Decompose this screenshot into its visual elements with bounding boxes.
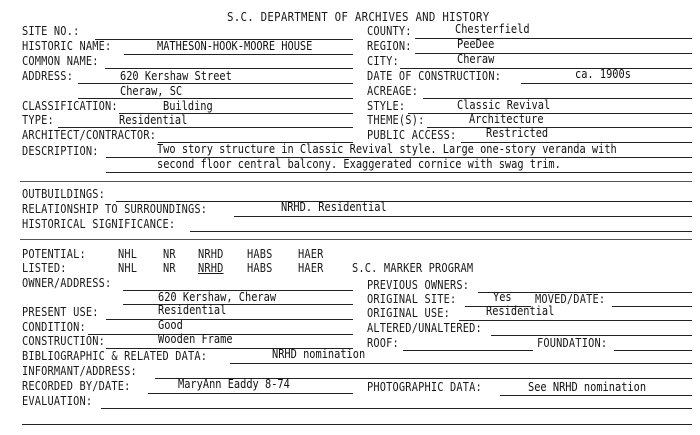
historic-name-label: HISTORIC NAME: xyxy=(22,39,112,53)
classification-value: Building xyxy=(163,99,213,113)
description-line1: Two story structure in Classic Revival style. Large one-story veranda with xyxy=(157,142,617,156)
architect-label: ARCHITECT/CONTRACTOR: xyxy=(22,128,157,142)
recorded-by-line xyxy=(148,393,353,394)
photographic-data-value: See NRHD nomination xyxy=(528,380,647,394)
acreage-label: ACREAGE: xyxy=(367,84,419,98)
recorded-by-label: RECORDED BY/DATE: xyxy=(22,379,131,393)
section-separator-2 xyxy=(20,239,692,240)
listed-nhl: NHL xyxy=(118,261,138,275)
region-label: REGION: xyxy=(367,39,412,53)
potential-label: POTENTIAL: xyxy=(22,247,86,261)
date-of-construction-line xyxy=(521,83,692,84)
listed-habs: HABS xyxy=(247,261,273,275)
public-access-value: Restricted xyxy=(486,126,549,140)
city-value: Cheraw xyxy=(457,52,495,66)
listed-haer: HAER xyxy=(298,261,324,275)
original-use-value: Residential xyxy=(486,304,555,318)
original-site-value: Yes xyxy=(493,290,512,304)
relationship-value: NRHD. Residential xyxy=(281,200,387,214)
style-label: STYLE: xyxy=(367,99,406,113)
site-no-label: SITE NO.: xyxy=(22,24,80,38)
present-use-line xyxy=(106,319,353,320)
altered-label: ALTERED/UNALTERED: xyxy=(367,321,482,335)
present-use-value: Residential xyxy=(158,303,227,317)
type-value: Residential xyxy=(119,113,188,127)
county-label: COUNTY: xyxy=(367,24,412,38)
original-use-label: ORIGINAL USE: xyxy=(367,306,451,320)
type-label: TYPE: xyxy=(22,113,54,127)
potential-nr: NR xyxy=(163,247,176,261)
address-line2-value: Cheraw, SC xyxy=(120,84,183,98)
significance-line xyxy=(190,231,692,232)
potential-habs: HABS xyxy=(247,247,273,261)
form-title: S.C. DEPARTMENT OF ARCHIVES AND HISTORY xyxy=(227,9,490,24)
description-line2: second floor central balcony. Exaggerated cornice with swag trim. xyxy=(157,157,561,171)
historic-name-line xyxy=(124,54,353,55)
address-line2-rule xyxy=(78,98,353,99)
description-label: DESCRIPTION: xyxy=(22,144,99,158)
region-value: PeeDee xyxy=(457,37,495,51)
present-use-label: PRESENT USE: xyxy=(22,305,99,319)
date-of-construction-label: DATE OF CONSTRUCTION: xyxy=(367,69,502,83)
address-label: ADDRESS: xyxy=(22,69,74,83)
listed-nr: NR xyxy=(163,261,176,275)
relationship-line xyxy=(234,216,692,217)
relationship-label: RELATIONSHIP TO SURROUNDINGS: xyxy=(22,202,208,216)
photographic-data-label: PHOTOGRAPHIC DATA: xyxy=(367,380,482,394)
bibliographic-line xyxy=(230,363,692,364)
potential-haer: HAER xyxy=(298,247,324,261)
evaluation-line-2 xyxy=(22,424,692,425)
section-separator-1 xyxy=(20,181,692,182)
original-use-line xyxy=(459,320,692,321)
roof-line xyxy=(403,350,533,351)
informant-label: INFORMANT/ADDRESS: xyxy=(22,364,137,378)
themes-label: THEME(S): xyxy=(367,113,425,127)
style-line xyxy=(408,113,692,114)
significance-label: HISTORICAL SIGNIFICANCE: xyxy=(22,217,176,231)
original-site-label: ORIGINAL SITE: xyxy=(367,292,457,306)
style-value: Classic Revival xyxy=(457,98,551,112)
construction-label: CONSTRUCTION: xyxy=(22,334,106,348)
marker-program-label: S.C. MARKER PROGRAM xyxy=(352,261,474,275)
potential-nhl: NHL xyxy=(118,247,138,261)
recorded-by-value: MaryAnn Eaddy 8-74 xyxy=(178,377,290,391)
city-label: CITY: xyxy=(367,54,399,68)
themes-value: Architecture xyxy=(469,112,544,126)
evaluation-label: EVALUATION: xyxy=(22,394,93,408)
county-value: Chesterfield xyxy=(455,22,530,36)
address-line1-value: 620 Kershaw Street xyxy=(120,69,232,83)
description-rule-2 xyxy=(106,172,692,173)
owner-address-value: 620 Kershaw, Cheraw xyxy=(158,290,277,304)
evaluation-line-1 xyxy=(101,408,692,409)
date-of-construction-value: ca. 1900s xyxy=(575,67,631,81)
bibliographic-label: BIBLIOGRAPHIC & RELATED DATA: xyxy=(22,349,208,363)
owner-address-label: OWNER/ADDRESS: xyxy=(22,276,112,290)
historic-name-value: MATHESON-HOOK-MOORE HOUSE xyxy=(157,39,313,53)
themes-line xyxy=(427,127,692,128)
construction-value: Wooden Frame xyxy=(158,332,233,346)
public-access-label: PUBLIC ACCESS: xyxy=(367,128,457,142)
bibliographic-value: NRHD nomination xyxy=(272,347,366,361)
outbuildings-label: OUTBUILDINGS: xyxy=(22,187,106,201)
listed-label: LISTED: xyxy=(22,261,67,275)
condition-value: Good xyxy=(158,318,183,332)
foundation-label: FOUNDATION: xyxy=(537,336,608,350)
previous-owners-label: PREVIOUS OWNERS: xyxy=(367,278,470,292)
common-name-label: COMMON NAME: xyxy=(22,54,99,68)
listed-nrhd-underlined: NRHD xyxy=(198,261,224,275)
photographic-data-line xyxy=(500,395,692,396)
potential-nrhd: NRHD xyxy=(198,247,224,261)
roof-label: ROOF: xyxy=(367,336,399,350)
moved-date-label: MOVED/DATE: xyxy=(535,292,606,306)
moved-date-line xyxy=(612,306,692,307)
foundation-line xyxy=(614,350,692,351)
classification-label: CLASSIFICATION: xyxy=(22,99,118,113)
condition-label: CONDITION: xyxy=(22,320,86,334)
